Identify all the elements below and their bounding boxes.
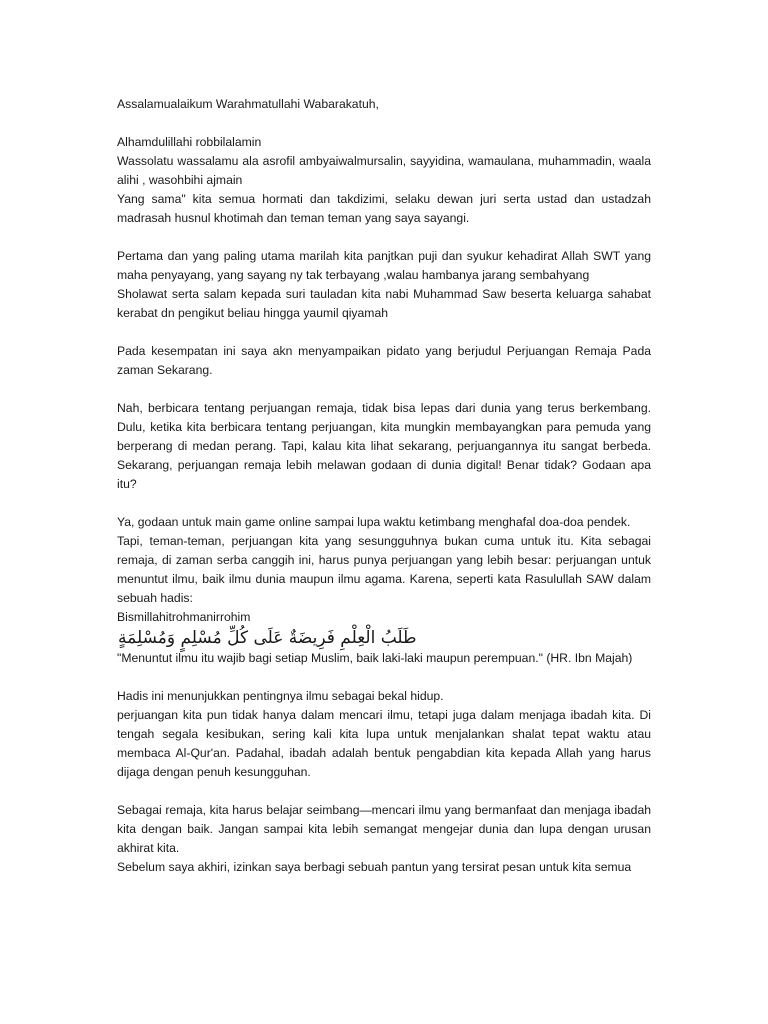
paragraph-gap <box>117 114 651 133</box>
temptation-section <box>117 513 651 668</box>
paragraph-gap <box>117 668 651 687</box>
balance-paragraph: Sebagai remaja, kita harus belajar seimbang—mencari ilmu yang bermanfaat dan menjaga ibadah kita dengan baik. Jangan sampai kita lebih semangat mengejar dunia dan lupa dengan urusan akhirat kita. <box>117 803 651 855</box>
sholawat-paragraph: Sholawat serta salam kepada suri tauladan kita nabi Muhammad Saw beserta keluarga sahabat kerabat dn pengikut beliau hingga yaumil qiyamah <box>117 287 651 320</box>
paragraph-gap <box>117 228 651 247</box>
paragraph-gap <box>117 494 651 513</box>
hamdalah-line: Alhamdulillahi robbilalamin <box>117 135 262 149</box>
opening-section <box>117 133 651 228</box>
praise-paragraph: Pertama dan yang paling utama marilah kita panjtkan puji dan syukur kehadirat Allah SWT yang maha penyayang, yang sayang ny tak terbayang ,walau hambanya jarang sembahyang <box>117 249 651 282</box>
closing-section <box>117 801 651 877</box>
knowledge-struggle-paragraph: Tapi, teman-teman, perjuangan kita yang sesungguhnya bukan cuma untuk itu. Kita sebagai remaja, di zaman serba canggih ini, harus punya perjuangan yang lebih besar: perjuangan untuk menuntut ilmu, baik ilmu dunia maupun ilmu agama. Karena, seperti kata Rasulullah SAW dalam sebuah hadis: <box>117 534 651 605</box>
hadith-arabic-text: طَلَبُ الْعِلْمِ فَرِيضَةٌ عَلَى كُلِّ مُسْلِمٍ وَمُسْلِمَةٍ <box>118 628 417 648</box>
hadith-meaning-line: Hadis ini menunjukkan pentingnya ilmu sebagai bekal hidup. <box>117 689 444 703</box>
greeting: Assalamualaikum Warahmatullahi Wabarakatuh, <box>117 97 379 111</box>
paragraph-gap <box>117 323 651 342</box>
paragraph-gap <box>117 782 651 801</box>
paragraph-gap <box>117 380 651 399</box>
salawat-line: Wassolatu wassalamu ala asrofil ambyaiwalmursalin, sayyidina, wamaulana, muhammadin, waala alihi , wasohbihi ajmain <box>117 154 651 187</box>
pantun-intro-line: Sebelum saya akhiri, izinkan saya berbagi sebuah pantun yang tersirat pesan untuk kita semua <box>117 860 632 874</box>
knowledge-section <box>117 687 651 782</box>
topic-paragraph: Pada kesempatan ini saya akn menyampaikan pidato yang berjudul Perjuangan Remaja Pada zaman Sekarang. <box>117 344 651 377</box>
hadith-translation: "Menuntut ilmu itu wajib bagi setiap Muslim, baik laki-laki maupun perempuan." (HR. Ibn Majah) <box>117 651 633 665</box>
temptation-line: Ya, godaan untuk main game online sampai lupa waktu ketimbang menghafal doa-doa pendek. <box>117 515 631 529</box>
struggle-paragraph: Nah, berbicara tentang perjuangan remaja, tidak bisa lepas dari dunia yang terus berkembang. Dulu, ketika kita berbicara tentang perjuangan, kita mungkin membayangkan para pemuda yang berperang di medan perang. Tapi, kalau kita lihat sekarang, perjuangannya itu sangat berbeda. Sekarang, perjuangan remaja lebih melawan godaan di dunia digital! Benar tidak? Godaan apa itu? <box>117 401 651 491</box>
address-line: Yang sama" kita semua hormati dan takdizimi, selaku dewan juri serta ustad dan ustadzah madrasah husnul khotimah dan teman teman yang saya sayangi. <box>117 192 651 225</box>
worship-paragraph: perjuangan kita pun tidak hanya dalam mencari ilmu, tetapi juga dalam menjaga ibadah kita. Di tengah segala kesibukan, sering kali kita lupa untuk menjalankan shalat tepat waktu atau membaca Al-Qur'an. Padahal, ibadah adalah bentuk pengabdian kita kepada Allah yang harus dijaga dengan penuh kesungguhan. <box>117 708 651 779</box>
praise-section <box>117 247 651 323</box>
basmalah-line: Bismillahitrohmanirrohim <box>117 610 251 624</box>
